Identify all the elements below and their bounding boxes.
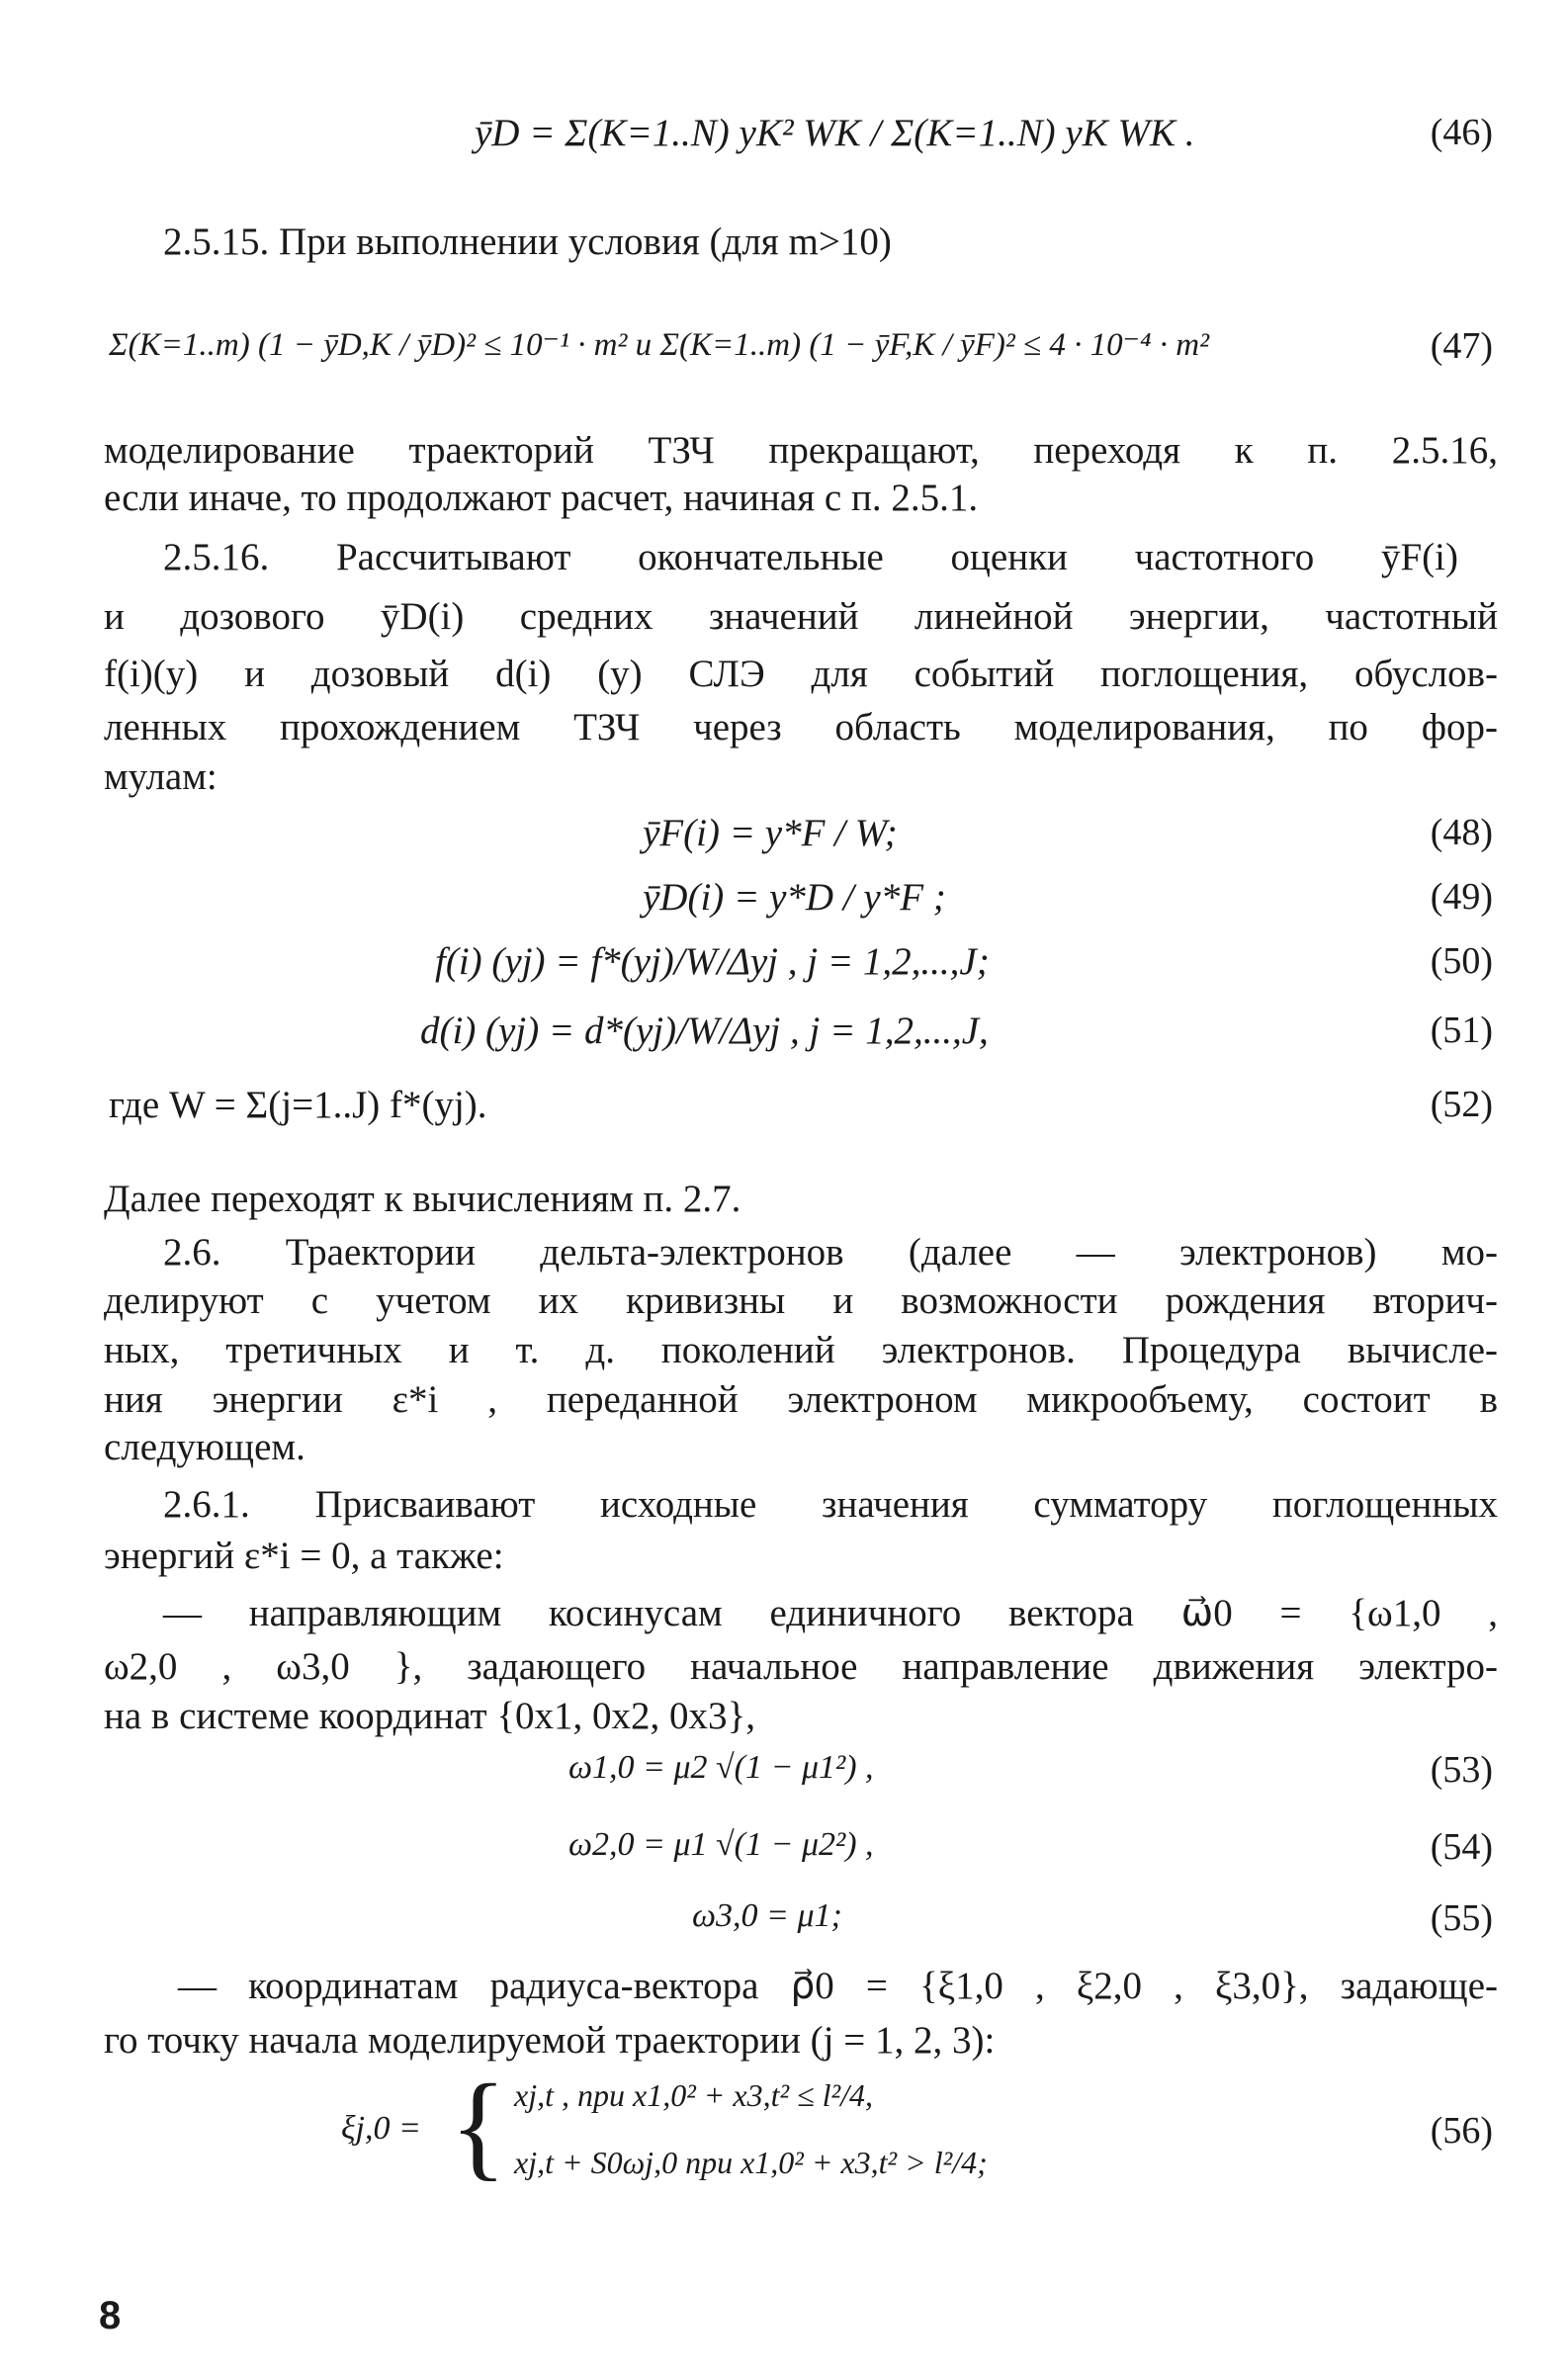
equation-51: d(i) (yj) = d*(yj)/W/Δyj , j = 1,2,...,J, bbox=[420, 1010, 989, 1052]
equation-55: ω3,0 = μ1; bbox=[692, 1897, 842, 1934]
equation-52: где W = Σ(j=1..J) f*(yj). bbox=[109, 1084, 487, 1126]
equation-49: ȳD(i) = y*D / y*F ; bbox=[643, 876, 946, 919]
equation-number-49: (49) bbox=[1430, 876, 1493, 918]
paragraph-line: Далее переходят к вычислениям п. 2.7. bbox=[104, 1178, 741, 1220]
paragraph-line: делируют с учетом их кривизны и возможности рождения вторич- bbox=[104, 1279, 1498, 1322]
equation-number-51: (51) bbox=[1430, 1010, 1493, 1051]
paragraph-line: мулам: bbox=[104, 755, 218, 798]
paragraph-line: — координатам радиуса-вектора ρ⃗0 = {ξ1,0 , ξ2,0 , ξ3,0}, задающе- bbox=[178, 1965, 1498, 2007]
equation-46: ȳD = Σ(K=1..N) yK² WK / Σ(K=1..N) yK WK . bbox=[475, 112, 1195, 154]
equation-48: ȳF(i) = y*F / W; bbox=[643, 812, 898, 854]
equation-number-53: (53) bbox=[1430, 1749, 1493, 1791]
paragraph-line: моделирование траекторий ТЗЧ прекращают, переходя к п. 2.5.16, bbox=[104, 429, 1498, 472]
equation-number-56: (56) bbox=[1430, 2110, 1493, 2152]
paragraph-line: энергий ε*i = 0, а также: bbox=[104, 1535, 504, 1577]
equation-number-47: (47) bbox=[1430, 325, 1493, 367]
paragraph-line: и дозового ȳD(i) средних значений линейной энергии, частотный bbox=[104, 595, 1498, 638]
paragraph-line: ных, третичных и т. д. поколений электронов. Процедура вычисле- bbox=[104, 1329, 1498, 1371]
equation-number-52: (52) bbox=[1430, 1084, 1493, 1125]
paragraph-line: ω2,0 , ω3,0 }, задающего начальное направление движения электро- bbox=[104, 1645, 1498, 1688]
section-2-5-15-heading: 2.5.15. При выполнении условия (для m>10) bbox=[163, 220, 892, 263]
equation-53: ω1,0 = μ2 √(1 − μ1²) , bbox=[568, 1749, 874, 1786]
equation-47: Σ(K=1..m) (1 − ȳD,K / ȳD)² ≤ 10⁻¹ · m² и Σ(K=1..m) (1 − ȳF,K / ȳF)² ≤ 4 · 10⁻⁴ · m² bbox=[109, 327, 1209, 363]
equation-56-lhs: ξj,0 = bbox=[341, 2110, 421, 2147]
paragraph-line: 2.5.16. Рассчитывают окончательные оценки частотного ȳF(i) bbox=[163, 536, 1458, 578]
paragraph-line: ния энергии ε*i , переданной электроном микрообъему, состоит в bbox=[104, 1378, 1498, 1421]
paragraph-line: следующем. bbox=[104, 1426, 305, 1468]
equation-56-case-1: xj,t , при x1,0² + x3,t² ≤ l²/4, bbox=[514, 2077, 873, 2113]
paragraph-line: 2.6.1. Присваивают исходные значения сумматору поглощенных bbox=[163, 1483, 1498, 1526]
paragraph-line: на в системе координат {0x1, 0x2, 0x3}, bbox=[104, 1695, 756, 1737]
equation-number-50: (50) bbox=[1430, 940, 1493, 982]
paragraph-line: го точку начала моделируемой траектории (j = 1, 2, 3): bbox=[104, 2019, 996, 2062]
left-brace: { bbox=[450, 2060, 507, 2191]
paragraph-line: — направляющим косинусам единичного вектора ω⃗0 = {ω1,0 , bbox=[163, 1592, 1498, 1634]
equation-number-46: (46) bbox=[1430, 112, 1493, 153]
page-number: 8 bbox=[99, 2294, 122, 2337]
equation-56-case-2: xj,t + S0ωj,0 при x1,0² + x3,t² > l²/4; bbox=[514, 2145, 988, 2180]
equation-54: ω2,0 = μ1 √(1 − μ2²) , bbox=[568, 1826, 874, 1863]
equation-number-48: (48) bbox=[1430, 812, 1493, 853]
paragraph-line: 2.6. Траектории дельта-электронов (далее — электронов) мо- bbox=[163, 1231, 1498, 1274]
equation-50: f(i) (yj) = f*(yj)/W/Δyj , j = 1,2,...,J; bbox=[435, 940, 990, 983]
paragraph-line: если иначе, то продолжают расчет, начиная с п. 2.5.1. bbox=[104, 477, 979, 519]
equation-number-54: (54) bbox=[1430, 1826, 1493, 1868]
paragraph-line: f(i)(y) и дозовый d(i) (y) СЛЭ для событий поглощения, обуслов- bbox=[104, 653, 1498, 695]
equation-number-55: (55) bbox=[1430, 1897, 1493, 1939]
paragraph-line: ленных прохождением ТЗЧ через область моделирования, по фор- bbox=[104, 706, 1498, 748]
